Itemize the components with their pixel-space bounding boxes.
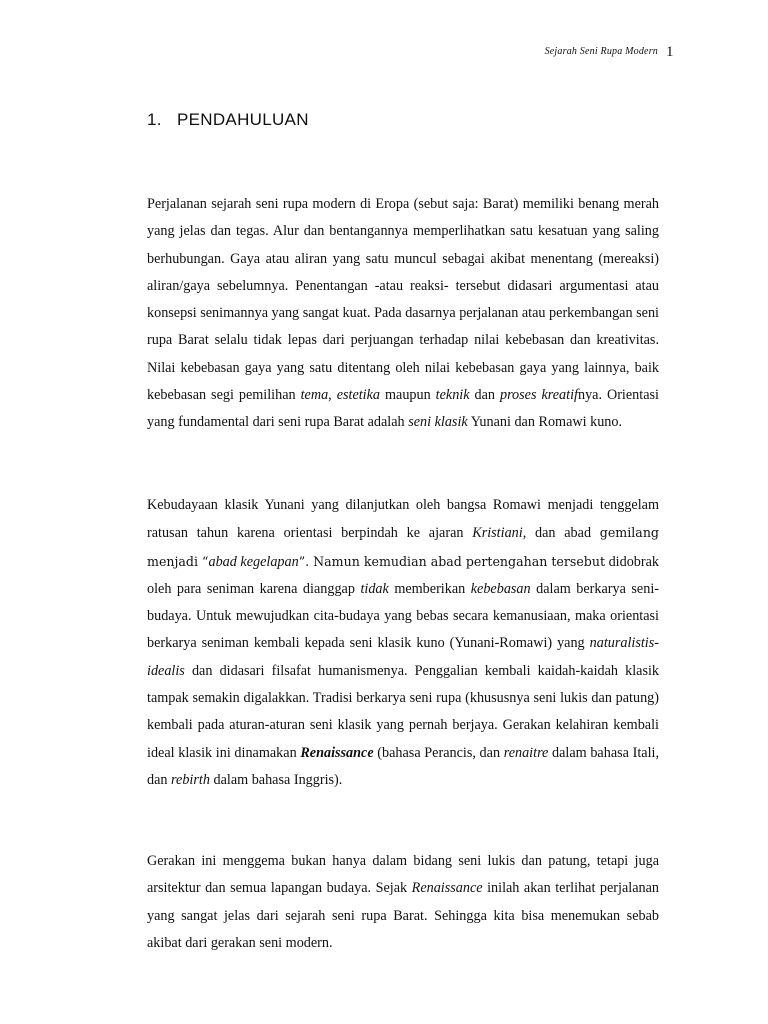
italic-term: kebebasan <box>470 580 531 597</box>
text-run: didobrak oleh para seniman karena dianggap <box>147 553 660 597</box>
italic-term: proses kreatif <box>499 387 578 404</box>
italic-term: abad kegelapan <box>208 553 299 570</box>
text-run: memberikan <box>388 580 471 597</box>
italic-term: Renaissance <box>411 880 483 897</box>
italic-term: teknik <box>435 387 470 404</box>
italic-term: rebirth <box>171 771 210 788</box>
italic-term: naturalistis-idealis <box>147 635 659 679</box>
italic-term: Kristiani <box>472 525 523 542</box>
section-number: 1. <box>147 110 162 129</box>
paragraph-1 <box>147 191 659 437</box>
text-run: ”. Namun kemudian abad pertengahan tersebut <box>298 553 606 569</box>
text-run: , <box>328 387 337 404</box>
running-header-title: Sejarah Seni Rupa Modern <box>544 46 658 57</box>
text-run: dan didasari filsafat humanismenya. Penggalian kembali kaidah-kaidah klasik tampak semakin digalakkan. Tradisi berkarya seni rupa (khususnya seni lukis dan patung) kembali pada aturan-aturan seni klasik yang pernah berjaya. Gerakan kelahiran kembali ideal klasik ini dinamakan <box>147 662 659 761</box>
bold-italic-term: Renaissance <box>300 744 374 761</box>
text-run: gemilang menjadi “ <box>147 525 659 569</box>
paragraph-3 <box>147 848 659 957</box>
text-run: Yunani dan Romawi kuno. <box>467 414 623 431</box>
paragraph-2 <box>147 492 659 794</box>
text-run: dalam bahasa Inggris). <box>209 771 343 788</box>
text-run: Perjalanan sejarah seni rupa modern di Eropa (sebut saja: Barat) memiliki benang merah yang jelas dan tegas. Alur dan bentangannya memperlihatkan satu kesatuan yang saling berhubungan. Gaya atau aliran yang satu muncul sebagai akibat menentang (mereaksi) aliran/gaya sebelumnya. Penentangan -atau reaksi- tersebut didasari argumentasi atau konsepsi senimannya yang sangat kuat. Pada dasarnya perjalanan atau perkembangan seni rupa Barat selalu tidak lepas dari perjuangan terhadap nilai kebebasan dan kreativitas. Nilai kebebasan gaya yang satu ditentang oleh nilai kebebasan gaya yang lainnya, baik kebebasan segi pemilihan <box>147 196 659 404</box>
italic-term: seni klasik <box>408 414 468 431</box>
text-run: inilah akan terlihat perjalanan yang sangat jelas dari sejarah seni rupa Barat. Sehingga kita bisa menemukan sebab akibat dari gerakan seni modern. <box>147 880 659 951</box>
italic-term: estetika <box>336 387 381 404</box>
section-title: PENDAHULUAN <box>177 110 309 129</box>
italic-term: renaitre <box>503 744 549 761</box>
section-heading <box>147 110 309 130</box>
text-run: (bahasa Perancis, dan <box>373 744 504 761</box>
text-run: Gerakan ini menggema bukan hanya dalam bidang seni lukis dan patung, tetapi juga arsitektur dan semua lapangan budaya. Sejak <box>147 853 659 897</box>
text-run: dalam bahasa Itali, dan <box>147 744 659 788</box>
page-number: 1 <box>666 44 674 60</box>
text-run: Kebudayaan klasik Yunani yang dilanjutkan oleh bangsa Romawi menjadi tenggelam ratusan tahun karena orientasi berpindah ke ajaran <box>147 497 659 542</box>
italic-term: tema <box>300 387 329 404</box>
text-run: dan <box>469 387 500 404</box>
text-run: maupun <box>380 387 436 404</box>
italic-term: tidak <box>360 580 389 597</box>
text-run: , dan abad <box>522 525 600 542</box>
text-run: nya. Orientasi yang fundamental dari seni rupa Barat adalah <box>147 387 659 431</box>
text-run: dalam berkarya seni-budaya. Untuk mewujudkan cita-budaya yang bebas secara kemanusiaan, maka orientasi berkarya seniman kembali kepada seni klasik kuno (Yunani-Romawi) yang <box>147 580 659 652</box>
